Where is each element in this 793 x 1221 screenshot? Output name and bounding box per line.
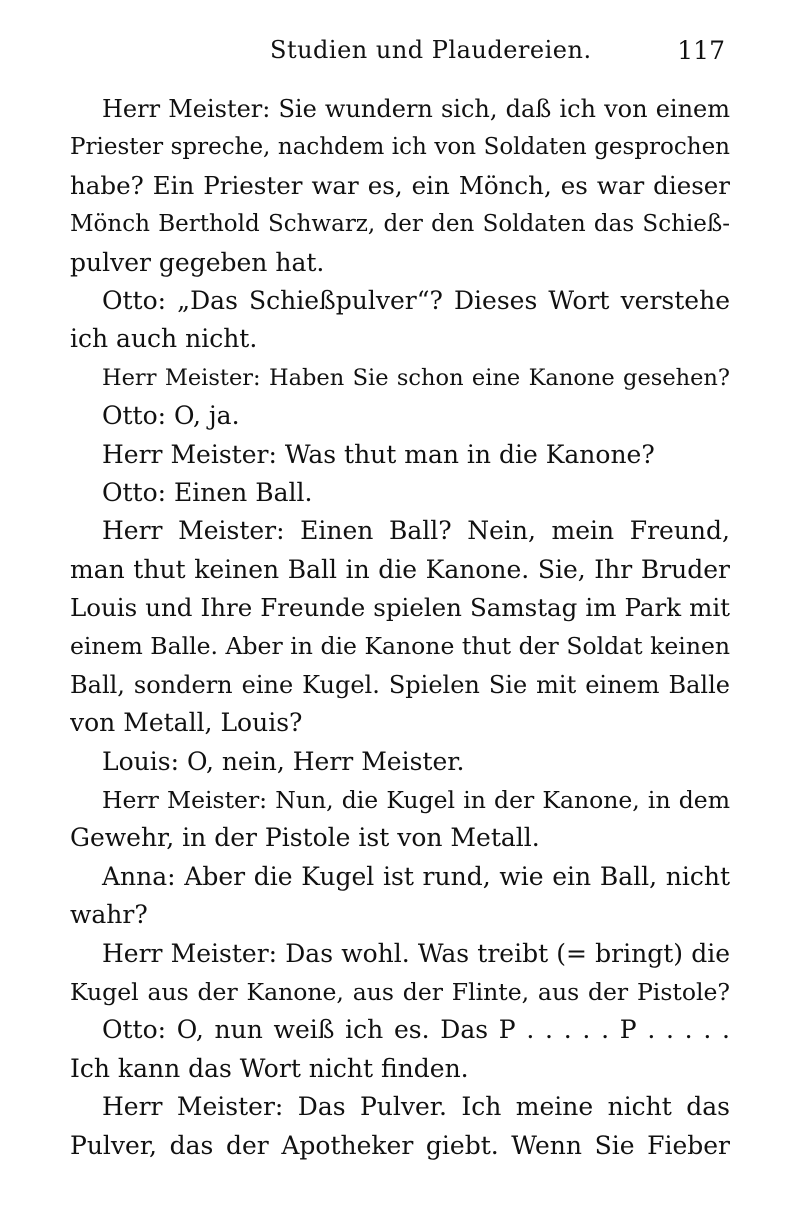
text-line: Herr Meister: Was thut man in die Kanone? (102, 439, 655, 469)
text-line: Anna: Aber die Kugel ist rund, wie ein Ball, nicht (102, 861, 730, 891)
body-text (70, 90, 730, 1165)
text-line: habe? Ein Priester war es, ein Mönch, es war dieser (70, 170, 730, 200)
running-head (70, 36, 725, 68)
text-line: pulver gegeben hat. (70, 247, 325, 277)
text-line: Ball, sondern eine Kugel. Spielen Sie mit einem Balle (70, 670, 730, 699)
text-line: Herr Meister: Haben Sie schon eine Kanone gesehen? (102, 364, 730, 391)
text-line: einem Balle. Aber in die Kanone thut der Soldat keinen (70, 632, 730, 661)
text-line: Otto: „Das Schießpulver“? Dieses Wort verstehe (102, 285, 730, 315)
text-line: Otto: O, ja. (102, 401, 240, 431)
text-line: Priester spreche, nachdem ich von Soldaten gesprochen (70, 134, 730, 161)
text-line: Pulver, das der Apotheker giebt. Wenn Sie Fieber (70, 1130, 730, 1160)
text-line: Mönch Berthold Schwarz, der den Soldaten das Schieß- (70, 211, 730, 238)
text-line: Herr Meister: Einen Ball? Nein, mein Freund, (102, 516, 730, 546)
text-line: Louis: O, nein, Herr Meister. (102, 746, 465, 776)
text-line: Herr Meister: Das wohl. Was treibt (= bringt) die (102, 938, 730, 968)
text-line: Louis und Ihre Freunde spielen Samstag im Park mit (70, 593, 730, 623)
text-line: Herr Meister: Das Pulver. Ich meine nicht das (102, 1092, 730, 1122)
text-line: Ich kann das Wort nicht finden. (70, 1053, 469, 1083)
page-number: 117 (677, 36, 725, 65)
text-line: ich auch nicht. (70, 324, 258, 354)
text-line: wahr? (70, 900, 148, 930)
text-line: man thut keinen Ball in die Kanone. Sie, Ihr Bruder (70, 554, 730, 584)
text-line: Otto: O, nun weiß ich es. Das P . . . . . P . . . . . (102, 1015, 730, 1045)
running-title: Studien und Plaudereien. (270, 36, 592, 64)
text-line: Otto: Einen Ball. (102, 477, 313, 507)
text-line: Herr Meister: Nun, die Kugel in der Kanone, in dem (102, 786, 730, 815)
text-line: Herr Meister: Sie wundern sich, daß ich von einem (102, 95, 730, 123)
text-line: Gewehr, in der Pistole ist von Metall. (70, 823, 540, 853)
text-line: Kugel aus der Kanone, aus der Flinte, aus der Pistole? (70, 977, 730, 1006)
text-line: von Metall, Louis? (70, 708, 303, 738)
